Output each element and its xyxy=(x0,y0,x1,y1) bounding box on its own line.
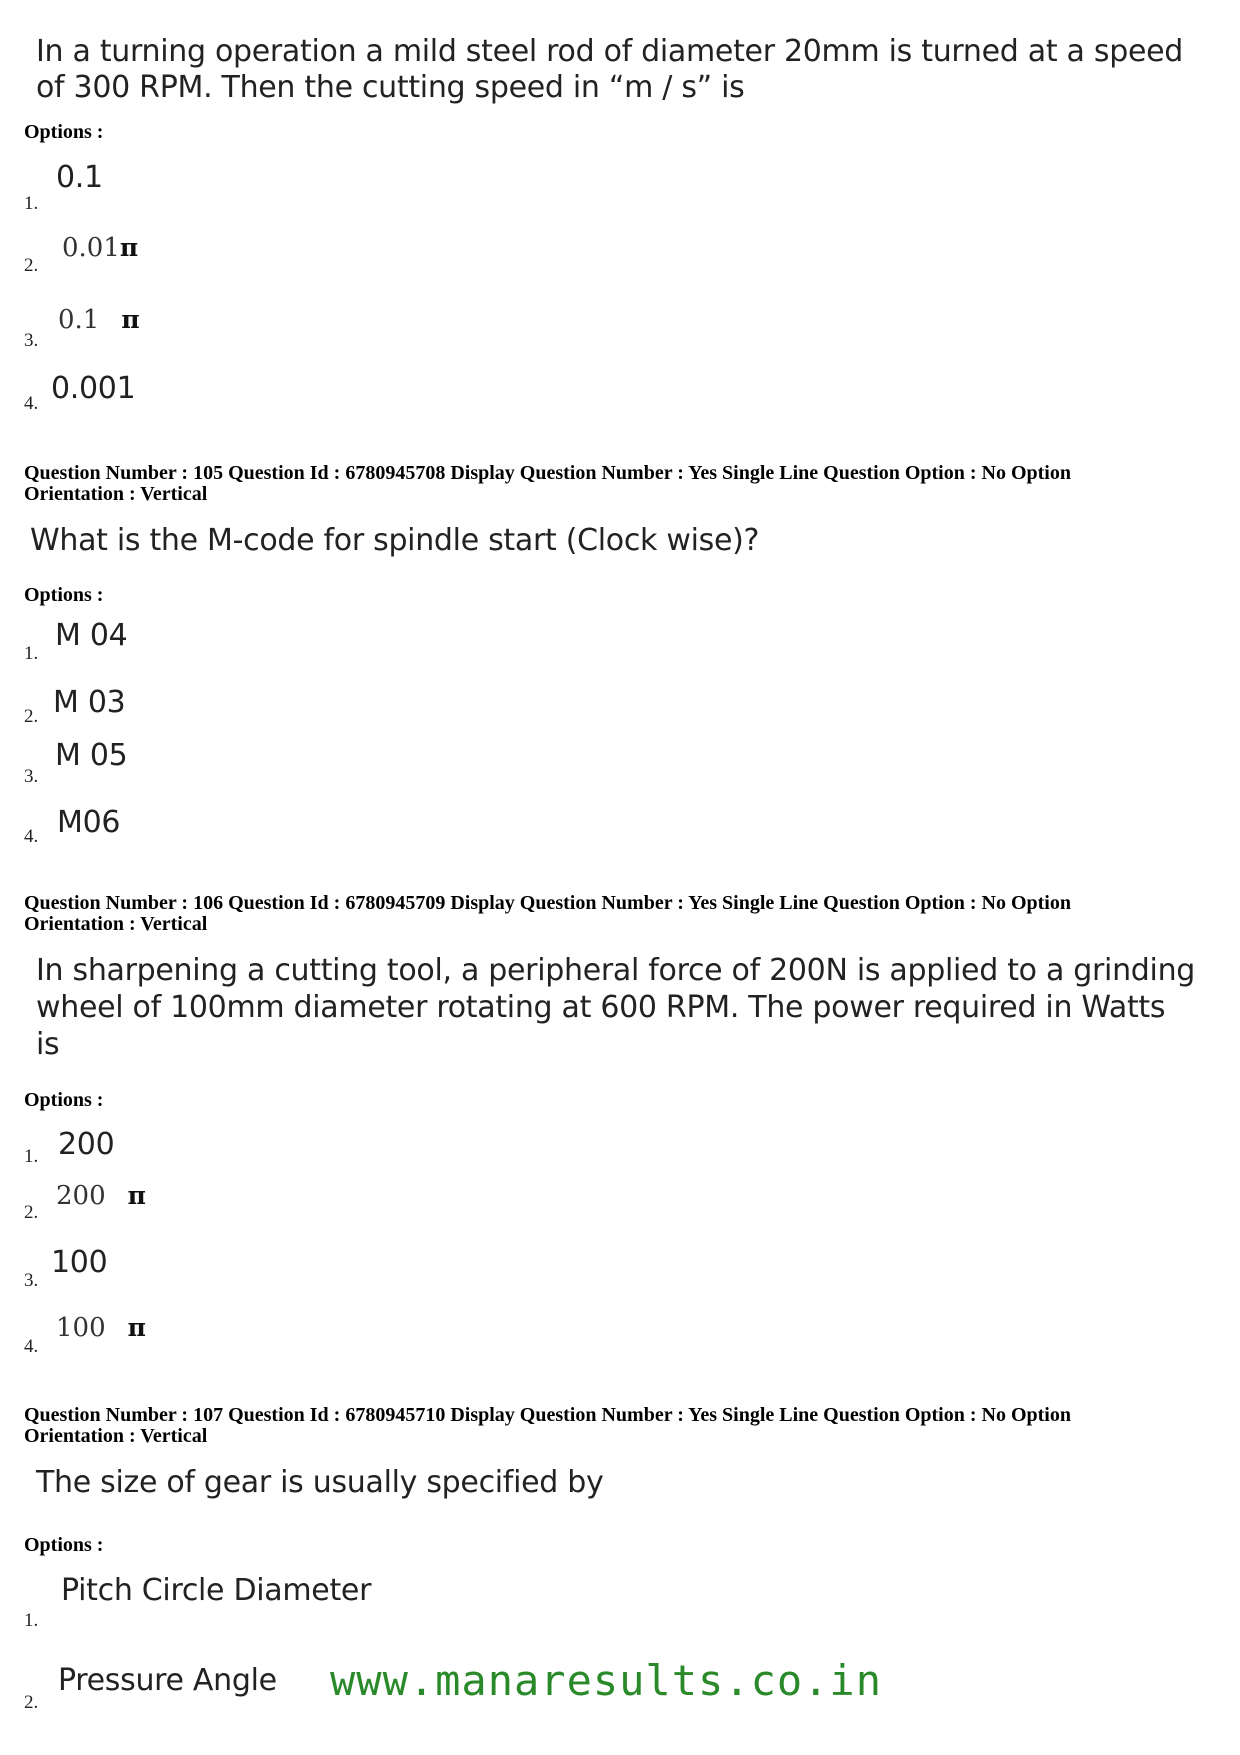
options-heading: Options : xyxy=(24,584,104,606)
option-number: 2. xyxy=(24,1202,39,1223)
option-number: 2. xyxy=(24,706,39,727)
option-text: 0.01π xyxy=(62,233,139,263)
question-104-text-line-2: of 300 RPM. Then the cutting speed in “m / s” is xyxy=(36,70,745,105)
option-number: 1. xyxy=(24,643,39,664)
question-105-meta-line-2: Orientation : Vertical xyxy=(24,483,208,505)
option-number: 3. xyxy=(24,1270,39,1291)
question-106-text-line-1: In sharpening a cutting tool, a peripheral force of 200N is applied to a grinding xyxy=(36,953,1196,988)
option-text: M 03 xyxy=(53,685,126,720)
option-number: 3. xyxy=(24,766,39,787)
option-number: 1. xyxy=(24,193,39,214)
option-text: 0.1 π xyxy=(58,305,140,335)
pi-symbol: π xyxy=(127,1181,146,1210)
question-107-text: The size of gear is usually specified by xyxy=(36,1465,604,1500)
options-heading: Options : xyxy=(24,1089,104,1111)
option-number: 2. xyxy=(24,255,39,276)
site-watermark: www.manaresults.co.in xyxy=(330,1656,883,1705)
option-text: Pitch Circle Diameter xyxy=(61,1573,372,1608)
question-106-meta-line-2: Orientation : Vertical xyxy=(24,913,208,935)
option-text: 200 xyxy=(58,1127,115,1162)
option-number: 2. xyxy=(24,1692,39,1713)
pi-symbol: π xyxy=(119,233,139,262)
option-text: M 04 xyxy=(55,618,128,653)
option-number: 3. xyxy=(24,330,39,351)
question-105-meta-line-1: Question Number : 105 Question Id : 6780945708 Display Question Number : Yes Single Line Question Option : No Option xyxy=(24,462,1071,484)
option-number: 4. xyxy=(24,1336,39,1357)
option-text: 100 π xyxy=(56,1313,146,1343)
question-105-text: What is the M-code for spindle start (Clock wise)? xyxy=(30,523,760,558)
question-104-text-line-1: In a turning operation a mild steel rod of diameter 20mm is turned at a speed xyxy=(36,34,1184,69)
option-number: 4. xyxy=(24,393,39,414)
question-106-text-line-2: wheel of 100mm diameter rotating at 600 RPM. The power required in Watts xyxy=(36,990,1166,1025)
option-text: M06 xyxy=(57,805,121,840)
option-number: 1. xyxy=(24,1610,39,1631)
option-text: 0.1 xyxy=(56,160,103,195)
option-text: M 05 xyxy=(55,738,128,773)
pi-symbol: π xyxy=(127,1313,146,1342)
options-heading: Options : xyxy=(24,121,104,143)
pi-symbol: π xyxy=(121,305,140,334)
option-number: 1. xyxy=(24,1146,39,1167)
option-number: 4. xyxy=(24,826,39,847)
option-text: Pressure Angle xyxy=(58,1663,277,1698)
question-106-text-line-3: is xyxy=(36,1027,60,1062)
option-text: 200 π xyxy=(56,1181,146,1211)
question-106-meta-line-1: Question Number : 106 Question Id : 6780945709 Display Question Number : Yes Single Line Question Option : No Option xyxy=(24,892,1071,914)
options-heading: Options : xyxy=(24,1534,104,1556)
question-107-meta-line-2: Orientation : Vertical xyxy=(24,1425,208,1447)
option-text: 0.001 xyxy=(51,371,136,406)
option-text: 100 xyxy=(51,1245,108,1280)
question-107-meta-line-1: Question Number : 107 Question Id : 6780945710 Display Question Number : Yes Single Line Question Option : No Option xyxy=(24,1404,1071,1426)
